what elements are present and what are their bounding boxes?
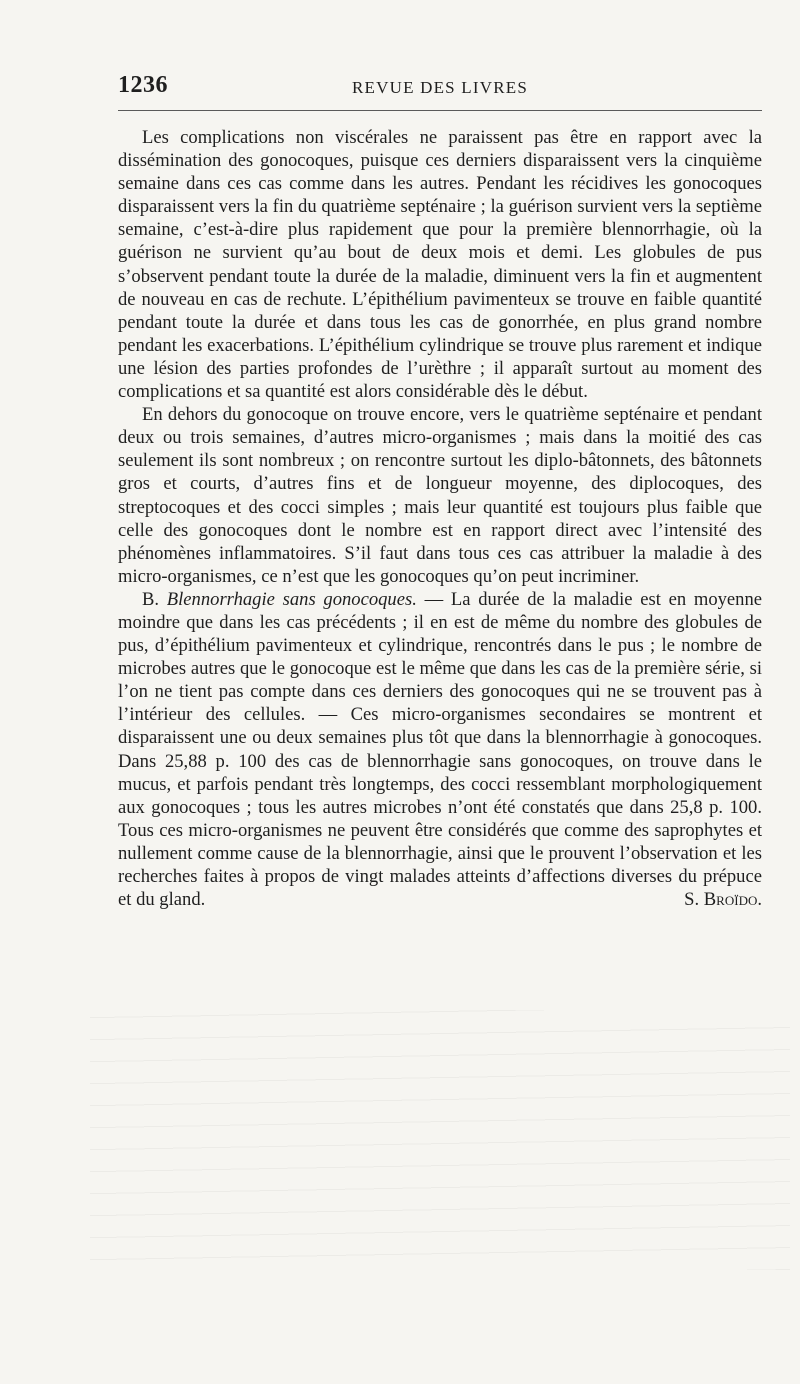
section-title: Blennorrhagie sans gonocoques. (166, 588, 417, 610)
author-signature: S. Broïdo. (684, 889, 762, 911)
page-header (118, 60, 762, 100)
paragraph: Les complications non viscérales ne paraissent pas être en rapport avec la dissémination des gonocoques, puisque ces derniers disparaissent vers la cinquième semaine dans ces cas comme dans les autres. Pendant les récidives les gonocoques disparaissent vers la fin du quatrième septénaire ; la guérison survient vers la septième semaine, c’est-à-dire plus rapidement que pour la première blennorrhagie, où la guérison ne survient qu’au bout de deux mois et demi. Les globules de pus s’observent pendant toute la durée de la maladie, diminuent vers la fin et augmentent de nouveau en cas de rechute. L’épithélium pavimenteux se trouve en faible quantité pendant toute la durée et dans tous les cas de gonorrhée, en plus grand nombre pendant les exacerbations. L’épithélium cylindrique se trouve plus rarement et indique une lésion des parties profondes de l’urèthre ; il apparaît surtout au moment des complications et sa quantité est alors considérable dès le début. (118, 127, 762, 403)
paragraph (118, 588, 762, 911)
paragraph: En dehors du gonocoque on trouve encore, vers le quatrième septénaire et pendant deux ou trois semaines, d’autres micro-organismes ; mais dans la moitié des cas seulement ils sont nombreux ; on rencontre surtout les diplo-bâtonnets, des bâtonnets gros et courts, d’autres fins et de longueur moyenne, des diplocoques, des streptocoques et des cocci simples ; mais leur quantité est toujours plus faible que celle des gonocoques dont le nombre est en rapport direct avec l’intensité des phénomènes inflammatoires. S’il faut dans tous ces cas attribuer la maladie à des micro-organismes, ce n’est que les gonocoques qu’on peut incriminer. (118, 404, 762, 587)
body-text (118, 126, 762, 911)
show-through-texture (90, 1010, 790, 1270)
page-number: 1236 (118, 72, 168, 98)
paragraph-text: — La durée de la maladie est en moyenne moindre que dans les cas précédents ; il en est de même du nombre des globules de pus, d’épithélium pavimenteux et cylindrique, rencontrés dans le pus ; le nombre de microbes autres que le gonocoque est le même que dans les cas de la première série, si l’on ne tient pas compte dans ces derniers des gonocoques qui ne se trouvent pas à l’intérieur des cellules. — Ces micro-organismes secondaires se montrent et disparaissent une ou deux semaines plus tôt que dans la blennorrhagie à gonocoques. Dans 25,88 p. 100 des cas de blennorrhagie sans gonocoques, on trouve dans le mucus, et parfois pendant très longtemps, des cocci ressemblant morphologiquement aux gonocoques ; tous les autres microbes n’ont été constatés que dans 25,8 p. 100. Tous ces micro-organismes ne peuvent être considérés que comme des saprophytes et nullement comme cause de la blennorrhagie, ainsi que le prouvent l’observation et les recherches faites à propos de vingt malades atteints d’affections diverses du prépuce et du gland. (118, 588, 763, 911)
section-label: B. (142, 588, 167, 610)
running-title: REVUE DES LIVRES (352, 78, 528, 97)
header-rule (118, 110, 762, 111)
